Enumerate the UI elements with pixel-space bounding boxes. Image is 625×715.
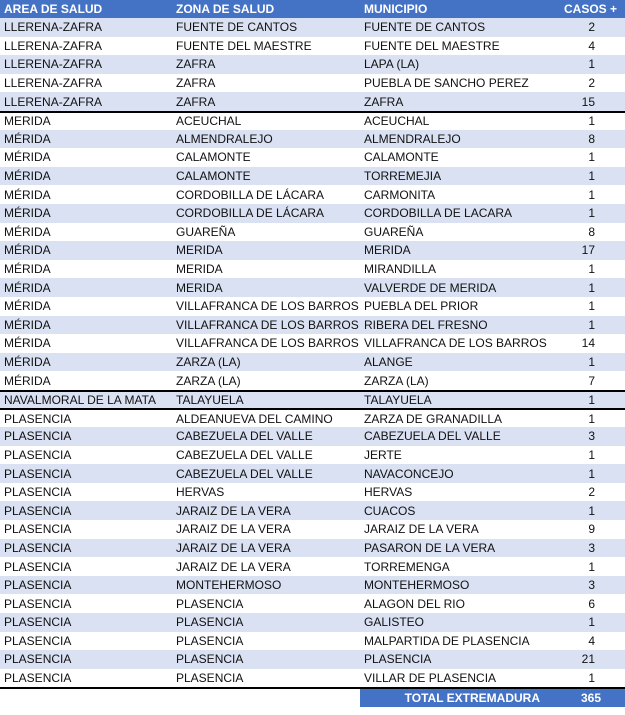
cell-zona: VILLAFRANCA DE LOS BARROS	[176, 317, 359, 332]
table-row	[0, 278, 625, 297]
cell-municipio: MERIDA	[364, 243, 411, 258]
cell-zona: GUAREÑA	[176, 224, 236, 239]
table-header	[0, 0, 625, 18]
table-row	[0, 557, 625, 576]
cell-area: LLERENA-ZAFRA	[4, 20, 103, 35]
cell-area: PLASENCIA	[4, 466, 72, 481]
cell-area: MÉRIDA	[4, 206, 51, 221]
cell-municipio: PLASENCIA	[364, 652, 432, 667]
table-row	[0, 241, 625, 260]
cell-zona: FUENTE DEL MAESTRE	[176, 38, 312, 53]
cell-area: PLASENCIA	[4, 485, 72, 500]
cell-area: PLASENCIA	[4, 578, 72, 593]
cell-area: MÉRIDA	[4, 336, 51, 351]
table-row	[0, 37, 625, 56]
cell-municipio: CARMONITA	[364, 187, 436, 202]
cell-area: PLASENCIA	[4, 652, 72, 667]
cell-zona: ALMENDRALEJO	[176, 131, 273, 146]
cell-casos: 21	[581, 652, 595, 667]
cell-area: NAVALMORAL DE LA MATA	[4, 393, 157, 408]
cell-municipio: CABEZUELA DEL VALLE	[364, 429, 501, 444]
table-row	[0, 464, 625, 483]
cell-casos: 9	[588, 522, 595, 537]
cell-municipio: LAPA (LA)	[364, 57, 420, 72]
cell-municipio: ACEUCHAL	[364, 114, 430, 129]
table-row	[0, 316, 625, 335]
cell-zona: JARAIZ DE LA VERA	[176, 522, 291, 537]
cell-area: PLASENCIA	[4, 615, 72, 630]
cell-zona: VILLAFRANCA DE LOS BARROS	[176, 299, 359, 314]
cell-zona: FUENTE DE CANTOS	[176, 20, 298, 35]
table-row	[0, 576, 625, 595]
total-spacer	[0, 689, 360, 707]
cell-casos: 4	[588, 38, 595, 53]
cell-area: MÉRIDA	[4, 317, 51, 332]
cell-area: MÉRIDA	[4, 150, 51, 165]
cell-zona: ZAFRA	[176, 57, 216, 72]
cell-casos: 1	[588, 187, 595, 202]
cell-area: MÉRIDA	[4, 373, 51, 388]
table-row	[0, 148, 625, 167]
table-row	[0, 18, 625, 37]
cell-zona: ALDEANUEVA DEL CAMINO	[176, 411, 333, 426]
table-row	[0, 74, 625, 93]
cell-casos: 2	[588, 20, 595, 35]
cell-zona: HERVAS	[176, 485, 225, 500]
cell-municipio: ZARZA DE GRANADILLA	[364, 411, 503, 426]
cell-casos: 1	[588, 615, 595, 630]
table-row	[0, 223, 625, 242]
cell-municipio: ZARZA (LA)	[364, 373, 429, 388]
table-body	[0, 18, 625, 687]
cell-casos: 1	[588, 57, 595, 72]
cell-zona: PLASENCIA	[176, 652, 244, 667]
table-row	[0, 204, 625, 223]
cell-area: MÉRIDA	[4, 243, 51, 258]
cell-zona: CABEZUELA DEL VALLE	[176, 447, 313, 462]
cell-zona: JARAIZ DE LA VERA	[176, 540, 291, 555]
table-row	[0, 111, 625, 130]
table-row	[0, 297, 625, 316]
cell-area: PLASENCIA	[4, 540, 72, 555]
cell-area: MÉRIDA	[4, 299, 51, 314]
cell-municipio: RIBERA DEL FRESNO	[364, 317, 488, 332]
table-row	[0, 371, 625, 390]
cell-zona: PLASENCIA	[176, 671, 244, 686]
table-row	[0, 669, 625, 688]
table-row	[0, 353, 625, 372]
table-row	[0, 632, 625, 651]
cell-zona: CORDOBILLA DE LÁCARA	[176, 206, 325, 221]
cell-casos: 1	[588, 114, 595, 129]
cell-zona: PLASENCIA	[176, 596, 244, 611]
cell-casos: 3	[588, 578, 595, 593]
cell-municipio: PUEBLA DEL PRIOR	[364, 299, 479, 314]
cell-municipio: ALAGON DEL RIO	[364, 596, 465, 611]
cell-zona: JARAIZ DE LA VERA	[176, 559, 291, 574]
cell-municipio: FUENTE DEL MAESTRE	[364, 38, 500, 53]
total-value: 365	[552, 689, 625, 707]
cell-area: MÉRIDA	[4, 354, 51, 369]
cell-casos: 1	[588, 354, 595, 369]
cell-casos: 1	[588, 559, 595, 574]
cell-casos: 14	[581, 336, 595, 351]
cell-area: PLASENCIA	[4, 671, 72, 686]
table-row	[0, 92, 625, 111]
cell-municipio: CORDOBILLA DE LACARA	[364, 206, 513, 221]
cell-municipio: GALISTEO	[364, 615, 425, 630]
cell-casos: 8	[588, 224, 595, 239]
cell-area: PLASENCIA	[4, 503, 72, 518]
cell-casos: 1	[588, 206, 595, 221]
cell-municipio: TALAYUELA	[364, 393, 432, 408]
table-row	[0, 613, 625, 632]
cell-municipio: CALAMONTE	[364, 150, 439, 165]
table-row	[0, 260, 625, 279]
cell-casos: 1	[588, 169, 595, 184]
cell-municipio: GUAREÑA	[364, 224, 424, 239]
cell-area: MÉRIDA	[4, 131, 51, 146]
cell-municipio: MONTEHERMOSO	[364, 578, 470, 593]
cell-municipio: NAVACONCEJO	[364, 466, 454, 481]
cell-zona: CALAMONTE	[176, 150, 251, 165]
cell-area: PLASENCIA	[4, 633, 72, 648]
cell-area: PLASENCIA	[4, 522, 72, 537]
table-row	[0, 501, 625, 520]
cell-area: MÉRIDA	[4, 224, 51, 239]
cell-zona: MERIDA	[176, 280, 223, 295]
cell-zona: MONTEHERMOSO	[176, 578, 282, 593]
header-casos: CASOS +	[563, 2, 617, 16]
cell-municipio: MALPARTIDA DE PLASENCIA	[364, 633, 530, 648]
cell-zona: ZARZA (LA)	[176, 373, 241, 388]
cell-zona: MERIDA	[176, 243, 223, 258]
table-row	[0, 427, 625, 446]
cell-casos: 15	[581, 94, 595, 109]
table-row	[0, 130, 625, 149]
cell-zona: PLASENCIA	[176, 633, 244, 648]
table-row	[0, 408, 625, 427]
cell-zona: VILLAFRANCA DE LOS BARROS	[176, 336, 359, 351]
cell-zona: CABEZUELA DEL VALLE	[176, 429, 313, 444]
header-municipio: MUNICIPIO	[364, 2, 428, 16]
cell-municipio: ALANGE	[364, 354, 413, 369]
cell-area: PLASENCIA	[4, 559, 72, 574]
table-row	[0, 185, 625, 204]
cell-area: PLASENCIA	[4, 411, 72, 426]
cell-casos: 3	[588, 429, 595, 444]
cell-casos: 1	[588, 411, 595, 426]
table-row	[0, 55, 625, 74]
cell-area: PLASENCIA	[4, 429, 72, 444]
cell-casos: 3	[588, 540, 595, 555]
cell-zona: PLASENCIA	[176, 615, 244, 630]
header-zona: ZONA DE SALUD	[176, 2, 275, 16]
cell-casos: 1	[588, 280, 595, 295]
cell-casos: 6	[588, 596, 595, 611]
cell-casos: 4	[588, 633, 595, 648]
cell-municipio: FUENTE DE CANTOS	[364, 20, 486, 35]
cell-municipio: PASARON DE LA VERA	[364, 540, 496, 555]
cell-zona: JARAIZ DE LA VERA	[176, 503, 291, 518]
cell-casos: 1	[588, 503, 595, 518]
cell-municipio: CUACOS	[364, 503, 416, 518]
cell-casos: 1	[588, 671, 595, 686]
table-row	[0, 167, 625, 186]
table-row	[0, 520, 625, 539]
table-row	[0, 483, 625, 502]
table-row	[0, 594, 625, 613]
table-row	[0, 334, 625, 353]
cell-zona: ACEUCHAL	[176, 114, 242, 129]
cell-area: PLASENCIA	[4, 596, 72, 611]
cell-casos: 1	[588, 466, 595, 481]
cell-area: MÉRIDA	[4, 280, 51, 295]
cell-area: MÉRIDA	[4, 262, 51, 277]
cell-municipio: JERTE	[364, 447, 402, 462]
cell-municipio: JARAIZ DE LA VERA	[364, 522, 479, 537]
cell-casos: 17	[581, 243, 595, 258]
cell-casos: 1	[588, 393, 595, 408]
cell-area: PLASENCIA	[4, 447, 72, 462]
cell-municipio: VILLAR DE PLASENCIA	[364, 671, 497, 686]
table-row	[0, 650, 625, 669]
cell-municipio: MIRANDILLA	[364, 262, 437, 277]
cell-area: LLERENA-ZAFRA	[4, 38, 103, 53]
cell-zona: MERIDA	[176, 262, 223, 277]
cell-area: LLERENA-ZAFRA	[4, 94, 103, 109]
cell-municipio: VALVERDE DE MERIDA	[364, 280, 497, 295]
total-row	[0, 687, 625, 707]
cell-municipio: TORREMEJIA	[364, 169, 442, 184]
cell-area: MÉRIDA	[4, 169, 51, 184]
cell-casos: 1	[588, 150, 595, 165]
cell-zona: TALAYUELA	[176, 393, 244, 408]
table-row	[0, 539, 625, 558]
cell-zona: ZAFRA	[176, 94, 216, 109]
cell-casos: 7	[588, 373, 595, 388]
cell-area: MERIDA	[4, 114, 51, 129]
cell-municipio: TORREMENGA	[364, 559, 450, 574]
cell-municipio: VILLAFRANCA DE LOS BARROS	[364, 336, 547, 351]
cell-municipio: HERVAS	[364, 485, 413, 500]
cell-zona: ZAFRA	[176, 76, 216, 91]
cell-casos: 1	[588, 262, 595, 277]
cell-zona: CABEZUELA DEL VALLE	[176, 466, 313, 481]
header-area: AREA DE SALUD	[4, 2, 103, 16]
cell-zona: ZARZA (LA)	[176, 354, 241, 369]
cell-municipio: ZAFRA	[364, 94, 404, 109]
table-row	[0, 446, 625, 465]
cell-municipio: PUEBLA DE SANCHO PEREZ	[364, 76, 529, 91]
table-row	[0, 390, 625, 409]
cell-casos: 2	[588, 485, 595, 500]
cell-area: MÉRIDA	[4, 187, 51, 202]
cell-area: LLERENA-ZAFRA	[4, 57, 103, 72]
cell-municipio: ALMENDRALEJO	[364, 131, 461, 146]
cell-casos: 1	[588, 447, 595, 462]
cell-casos: 2	[588, 76, 595, 91]
cell-zona: CALAMONTE	[176, 169, 251, 184]
cell-zona: CORDOBILLA DE LÁCARA	[176, 187, 325, 202]
cell-area: LLERENA-ZAFRA	[4, 76, 103, 91]
cell-casos: 1	[588, 317, 595, 332]
cell-casos: 1	[588, 299, 595, 314]
cell-casos: 8	[588, 131, 595, 146]
total-label: TOTAL EXTREMADURA	[360, 689, 552, 707]
